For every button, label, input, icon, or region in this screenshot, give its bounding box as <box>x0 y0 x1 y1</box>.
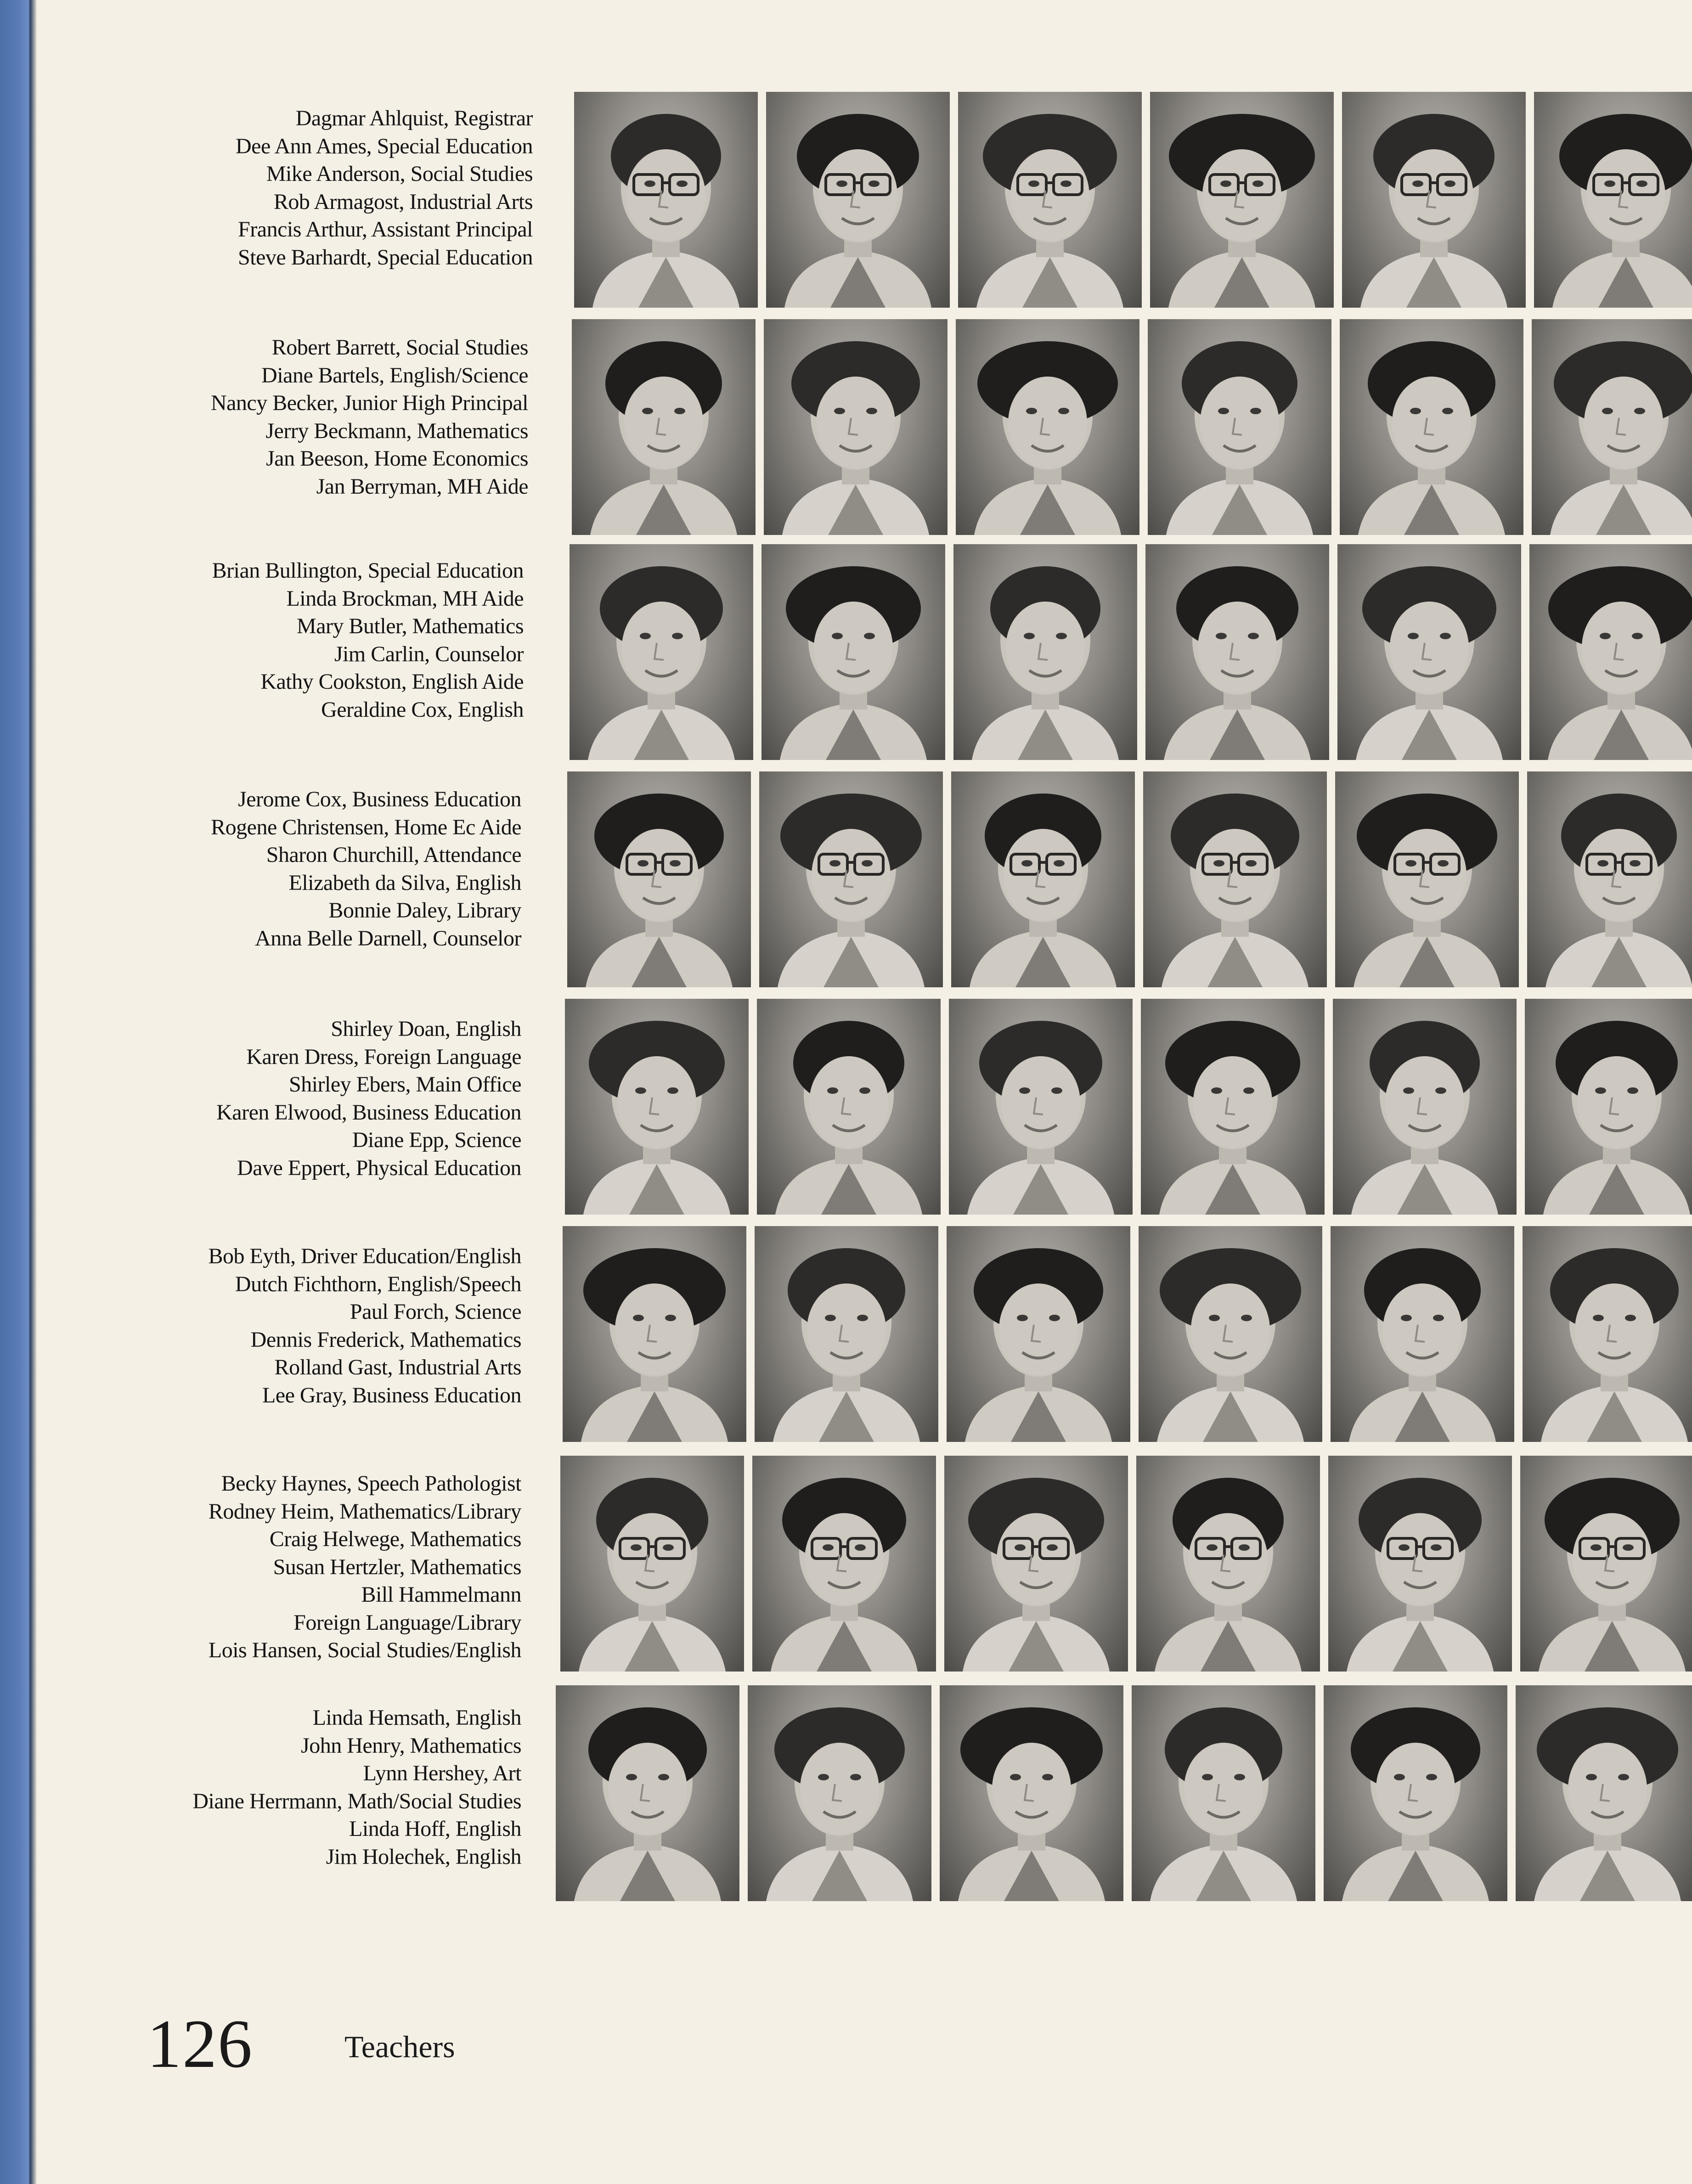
caption-list <box>46 557 524 724</box>
portrait-photo <box>570 544 753 760</box>
portrait-photo <box>1328 1456 1512 1672</box>
portrait-photo <box>567 771 751 987</box>
caption-list <box>55 105 533 271</box>
caption-line: Lee Gray, Business Education <box>262 1383 521 1407</box>
caption-line: Rob Armagost, Industrial Arts <box>273 189 533 214</box>
caption-line: Geraldine Cox, English <box>321 697 524 722</box>
caption-line: Paul Forch, Science <box>350 1300 521 1324</box>
portrait-photo <box>748 1685 931 1901</box>
portrait-photo <box>947 1226 1130 1442</box>
portrait-photo <box>944 1456 1128 1672</box>
caption-line: Kathy Cookston, English Aide <box>260 670 524 694</box>
portrait-photo <box>1150 92 1334 308</box>
caption-line: Susan Hertzler, Mathematics <box>273 1554 521 1579</box>
caption-line: Dennis Frederick, Mathematics <box>250 1327 521 1352</box>
portrait-photo <box>572 319 756 535</box>
portrait-photo <box>940 1685 1123 1901</box>
book-spine <box>0 0 37 2184</box>
portrait-photo <box>1532 319 1692 535</box>
caption-line: Linda Brockman, MH Aide <box>286 586 524 611</box>
caption-line: Mike Anderson, Social Studies <box>266 162 533 186</box>
caption-line: Dagmar Ahlquist, Registrar <box>295 106 533 130</box>
page-number: 126 <box>147 2006 253 2082</box>
portrait-row <box>567 771 1692 987</box>
caption-line: Karen Elwood, Business Education <box>216 1100 521 1125</box>
portrait-photo <box>1335 771 1519 987</box>
caption-line: John Henry, Mathematics <box>301 1733 521 1758</box>
caption-line: Jerome Cox, Business Education <box>238 787 521 811</box>
portrait-row <box>556 1685 1692 1901</box>
caption-list <box>51 334 528 501</box>
portrait-photo <box>1340 319 1523 535</box>
portrait-photo <box>1529 544 1692 760</box>
portrait-photo <box>951 771 1135 987</box>
portrait-photo <box>1136 1456 1320 1672</box>
portrait-photo <box>757 999 941 1215</box>
portrait-photo <box>1342 92 1526 308</box>
portrait-photo <box>574 92 758 308</box>
portrait-photo <box>1143 771 1327 987</box>
caption-line: Nancy Becker, Junior High Principal <box>210 391 528 415</box>
caption-line: Elizabeth da Silva, English <box>288 870 521 895</box>
portrait-photo <box>1523 1226 1692 1442</box>
caption-line: Dee Ann Ames, Special Education <box>235 134 533 158</box>
portrait-photo <box>563 1226 746 1442</box>
caption-line: Foreign Language/Library <box>293 1610 521 1635</box>
caption-line: Rolland Gast, Industrial Arts <box>274 1355 521 1379</box>
caption-list <box>44 1704 521 1871</box>
caption-line: Jan Beeson, Home Economics <box>266 446 528 471</box>
caption-line: Lynn Hershey, Art <box>363 1761 521 1785</box>
portrait-row <box>563 1226 1692 1442</box>
portrait-photo <box>1516 1685 1692 1901</box>
caption-line: Brian Bullington, Special Education <box>212 558 524 583</box>
caption-list <box>44 1015 521 1182</box>
caption-line: Steve Barhardt, Special Education <box>238 245 533 270</box>
caption-list <box>44 1243 521 1409</box>
portrait-photo <box>1527 771 1692 987</box>
caption-line: Becky Haynes, Speech Pathologist <box>221 1471 521 1496</box>
caption-line: Rodney Heim, Mathematics/Library <box>208 1499 521 1524</box>
portrait-photo <box>1145 544 1329 760</box>
caption-line: Dave Eppert, Physical Education <box>237 1155 521 1180</box>
portrait-photo <box>752 1456 936 1672</box>
caption-line: Lois Hansen, Social Studies/English <box>208 1638 521 1662</box>
caption-line: Linda Hoff, English <box>349 1817 521 1841</box>
portrait-photo <box>560 1456 744 1672</box>
caption-line: Francis Arthur, Assistant Principal <box>238 217 533 242</box>
section-title: Teachers <box>344 2029 455 2064</box>
caption-line: Bonnie Daley, Library <box>328 898 521 923</box>
portrait-photo <box>766 92 950 308</box>
portrait-row <box>560 1456 1692 1672</box>
caption-line: Anna Belle Darnell, Counselor <box>254 926 521 951</box>
caption-line: Diane Herrmann, Math/Social Studies <box>192 1789 521 1813</box>
caption-line: Craig Helwege, Mathematics <box>269 1527 521 1551</box>
portrait-photo <box>1141 999 1325 1215</box>
caption-line: Robert Barrett, Social Studies <box>271 335 528 360</box>
caption-line: Shirley Ebers, Main Office <box>289 1072 521 1097</box>
caption-line: Jan Berryman, MH Aide <box>316 474 528 499</box>
caption-line: Diane Epp, Science <box>352 1128 521 1152</box>
caption-line: Bill Hammelmann <box>361 1582 521 1607</box>
caption-line: Jim Carlin, Counselor <box>334 642 524 666</box>
portrait-photo <box>1139 1226 1322 1442</box>
caption-line: Dutch Fichthorn, English/Speech <box>235 1272 521 1296</box>
portrait-photo <box>1520 1456 1692 1672</box>
portrait-photo <box>1148 319 1331 535</box>
caption-line: Jim Holechek, English <box>326 1844 521 1869</box>
portrait-photo <box>1534 92 1692 308</box>
portrait-photo <box>565 999 749 1215</box>
portrait-row <box>570 544 1692 760</box>
caption-line: Diane Bartels, English/Science <box>261 363 528 388</box>
portrait-row <box>572 319 1692 535</box>
portrait-photo <box>759 771 943 987</box>
portrait-photo <box>958 92 1142 308</box>
caption-line: Rogene Christensen, Home Ec Aide <box>211 815 521 839</box>
portrait-photo <box>1333 999 1517 1215</box>
portrait-photo <box>1324 1685 1507 1901</box>
caption-list <box>44 786 521 952</box>
portrait-row <box>565 999 1692 1215</box>
portrait-photo <box>953 544 1137 760</box>
caption-line: Sharon Churchill, Attendance <box>266 843 521 867</box>
portrait-photo <box>764 319 948 535</box>
caption-line: Mary Butler, Mathematics <box>297 614 524 638</box>
caption-list <box>44 1470 521 1665</box>
portrait-photo <box>556 1685 739 1901</box>
caption-line: Jerry Beckmann, Mathematics <box>265 418 528 443</box>
portrait-photo <box>1331 1226 1514 1442</box>
portrait-photo <box>755 1226 938 1442</box>
portrait-photo <box>956 319 1139 535</box>
portrait-photo <box>1525 999 1692 1215</box>
caption-line: Karen Dress, Foreign Language <box>246 1044 521 1069</box>
caption-line: Bob Eyth, Driver Education/English <box>208 1244 521 1268</box>
caption-line: Linda Hemsath, English <box>312 1706 521 1730</box>
caption-line: Shirley Doan, English <box>331 1017 521 1041</box>
portrait-photo <box>949 999 1133 1215</box>
portrait-photo <box>1337 544 1521 760</box>
portrait-row <box>574 92 1692 308</box>
portrait-photo <box>761 544 945 760</box>
portrait-photo <box>1132 1685 1315 1901</box>
